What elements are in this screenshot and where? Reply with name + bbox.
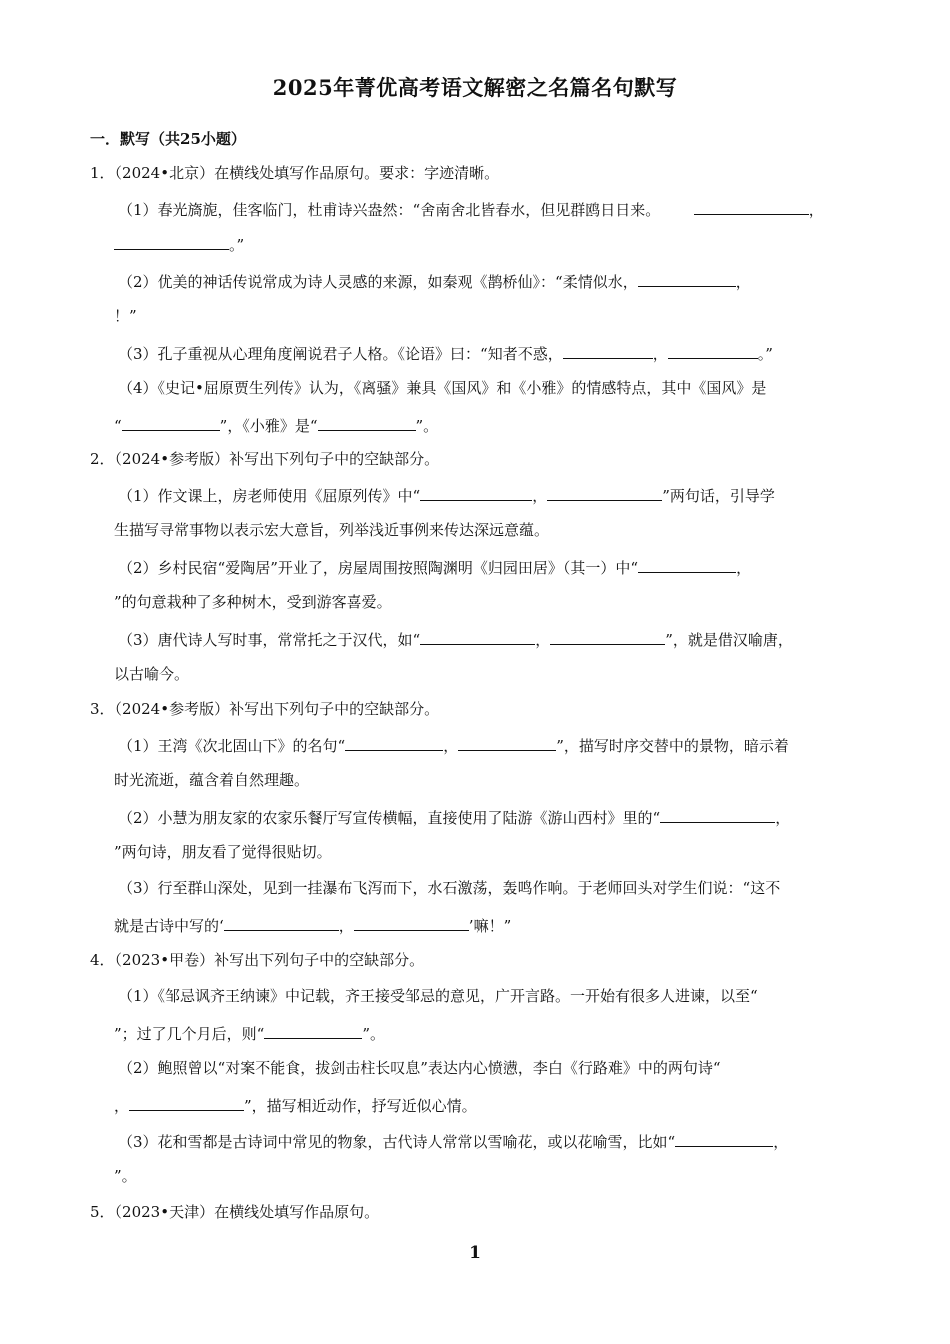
text: “ <box>114 417 122 435</box>
question-4-part-2-cont <box>114 1094 477 1116</box>
question-1-part-2 <box>118 270 751 292</box>
question-3-part-1 <box>118 734 789 756</box>
text: （2）小慧为朋友家的农家乐餐厅写宣传横幅，直接使用了陆游《游山西村》里的“ <box>118 809 661 827</box>
text: （1）春光旖旎，佳客临门，杜甫诗兴盎然：“舍南舍北皆春水，但见群鸥日日来。 <box>118 201 661 219</box>
text: ， <box>532 487 548 505</box>
question-1-part-1 <box>118 198 824 220</box>
text: 。” <box>757 345 773 363</box>
answer-blank[interactable] <box>122 414 220 431</box>
question-3-part-2-cont: ”两句诗，朋友看了觉得很贴切。 <box>114 843 332 861</box>
text: ”。 <box>362 1025 386 1043</box>
question-4-part-1-cont <box>114 1022 385 1044</box>
question-2-heading: 2．（2024•参考版）补写出下列句子中的空缺部分。 <box>90 450 440 468</box>
text: ”，描写相近动作，抒写近似心情。 <box>244 1097 477 1115</box>
text: ， <box>808 201 824 219</box>
text: ’嘛！” <box>468 917 512 935</box>
answer-blank[interactable] <box>345 734 443 751</box>
text: ”，就是借汉喻唐， <box>665 631 793 649</box>
text: ”；过了几个月后，则“ <box>114 1025 265 1043</box>
page-number: 1 <box>469 1243 481 1263</box>
question-3-part-3: （3）行至群山深处，见到一挂瀑布飞泻而下，水石激荡，轰鸣作响。于老师回头对学生们说：“这不 <box>118 879 781 897</box>
question-2-part-3-cont: 以古喻今。 <box>114 665 190 683</box>
section-heading: 一．默写（共25小题） <box>90 130 246 148</box>
text: 就是古诗中写的‘ <box>114 917 224 935</box>
question-4-part-3-cont: ”。 <box>114 1167 137 1185</box>
question-1-heading: 1．（2024•北京）在横线处填写作品原句。要求：字迹清晰。 <box>90 164 500 182</box>
text: 。” <box>229 236 245 254</box>
text: ， <box>736 559 752 577</box>
answer-blank[interactable] <box>458 734 556 751</box>
answer-blank[interactable] <box>129 1094 244 1111</box>
text: ， <box>775 809 791 827</box>
question-2-part-1-cont: 生描写寻常事物以表示宏大意旨，列举浅近事例来传达深远意蕴。 <box>114 521 550 539</box>
answer-blank[interactable] <box>264 1022 362 1039</box>
text: ”，《小雅》是“ <box>219 417 318 435</box>
question-1-part-4 <box>118 378 766 398</box>
answer-blank[interactable] <box>563 342 653 359</box>
question-1-part-4-cont <box>114 414 438 436</box>
answer-blank[interactable] <box>638 270 736 287</box>
question-5-heading: 5．（2023•天津）在横线处填写作品原句。 <box>90 1203 380 1221</box>
question-1-part-3 <box>118 342 773 364</box>
answer-blank[interactable] <box>224 914 339 931</box>
answer-blank[interactable] <box>638 556 736 573</box>
text: ， <box>735 273 751 291</box>
text: （1）王湾《次北固山下》的名句“ <box>118 737 346 755</box>
text: （1）作文课上，房老师使用《屈原列传》中“ <box>118 487 421 505</box>
answer-blank[interactable] <box>660 806 775 823</box>
text: ， <box>443 737 459 755</box>
answer-blank[interactable] <box>547 484 662 501</box>
text: （2）优美的神话传说常成为诗人灵感的来源，如秦观《鹊桥仙》：“柔情似水， <box>118 273 638 291</box>
page-title: 2025年菁优高考语文解密之名篇名句默写 <box>272 75 678 100</box>
answer-blank[interactable] <box>114 233 229 250</box>
text: ”，描写时序交替中的景物，暗示着 <box>556 737 789 755</box>
text: ， <box>773 1133 789 1151</box>
answer-blank[interactable] <box>694 198 809 215</box>
answer-blank[interactable] <box>675 1130 773 1147</box>
question-2-part-2 <box>118 556 751 578</box>
text: （4）《史记•屈原贾生列传》认为，《离骚》兼具《国风》和《小雅》的情感特点，其中《国风》是 <box>118 379 767 397</box>
question-4-part-3 <box>118 1130 788 1152</box>
answer-blank[interactable] <box>550 628 665 645</box>
text: （3）唐代诗人写时事，常常托之于汉代，如“ <box>118 631 421 649</box>
text: （3）花和雪都是古诗词中常见的物象，古代诗人常常以雪喻花，或以花喻雪，比如“ <box>118 1133 676 1151</box>
text: （3）孔子重视从心理角度阐说君子人格。《论语》曰：“知者不惑， <box>118 345 563 363</box>
text: （2）乡村民宿“爱陶居”开业了，房屋周围按照陶渊明《归园田居》（其一）中“ <box>118 559 639 577</box>
answer-blank[interactable] <box>420 484 532 501</box>
question-4-part-1: （1）《邹忌讽齐王纳谏》中记载，齐王接受邹忌的意见，广开言路。一开始有很多人进谏，以至“ <box>118 987 758 1005</box>
question-1-part-1-cont <box>114 233 244 255</box>
question-4-heading: 4．（2023•甲卷）补写出下列句子中的空缺部分。 <box>90 951 425 969</box>
answer-blank[interactable] <box>354 914 469 931</box>
text: ， <box>114 1097 130 1115</box>
question-2-part-3 <box>118 628 793 650</box>
question-1-part-2-cont <box>114 306 137 326</box>
text: ， <box>535 631 551 649</box>
question-4-part-2: （2）鲍照曾以“对案不能食，拔剑击柱长叹息”表达内心愤懑，李白《行路难》中的两句诗“ <box>118 1059 721 1077</box>
answer-blank[interactable] <box>318 414 416 431</box>
answer-blank[interactable] <box>668 342 758 359</box>
question-3-part-1-cont: 时光流逝，蕴含着自然理趣。 <box>114 771 310 789</box>
question-3-part-3-cont <box>114 914 511 936</box>
question-3-heading: 3．（2024•参考版）补写出下列句子中的空缺部分。 <box>90 700 440 718</box>
question-2-part-1 <box>118 484 775 506</box>
text: ”两句话，引导学 <box>662 487 775 505</box>
text: ， <box>338 917 354 935</box>
text: ”。 <box>415 417 439 435</box>
question-3-part-2 <box>118 806 790 828</box>
text: ， <box>652 345 668 363</box>
answer-blank[interactable] <box>420 628 535 645</box>
text: ！” <box>114 307 137 325</box>
question-2-part-2-cont: ”的句意栽种了多种树木，受到游客喜爱。 <box>114 593 392 611</box>
